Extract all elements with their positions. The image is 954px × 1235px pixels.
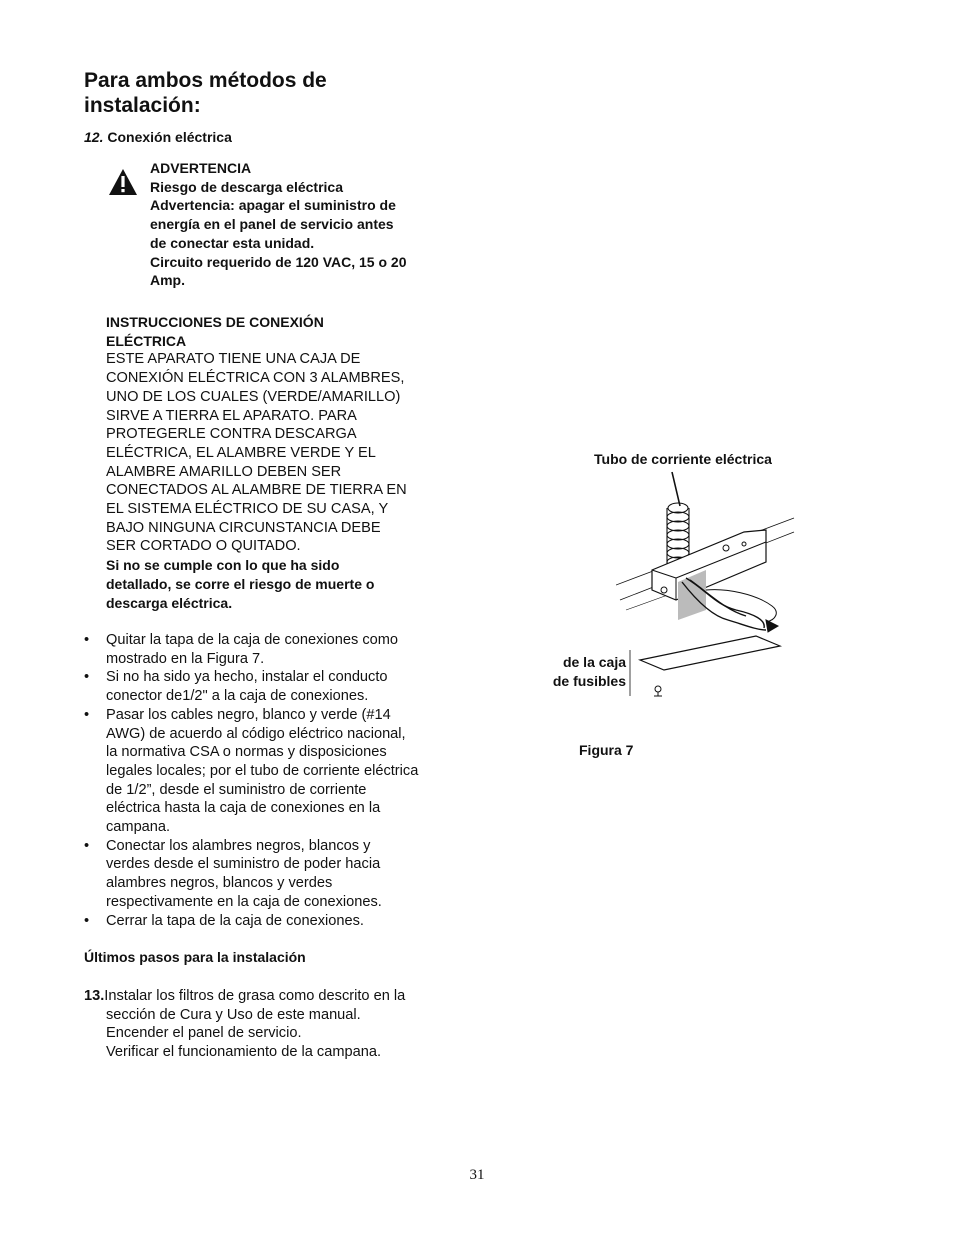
- warning-heading: ADVERTENCIA: [150, 160, 252, 176]
- warning-line: Circuito requerido de 120 VAC, 15 o 20: [150, 253, 407, 270]
- instructions-line: ALAMBRE AMARILLO DEBEN SER: [106, 463, 342, 480]
- list-item-line: • Quitar la tapa de la caja de conexiones como: [106, 632, 399, 648]
- figure-label-fuse-box: [530, 653, 626, 691]
- list-item: [84, 668, 444, 705]
- list-item-line: respectivamente en la caja de conexiones.: [106, 893, 382, 910]
- list-item-line: alambres negros, blancos y verdes: [106, 875, 333, 892]
- list-item-line: eléctrica hasta la caja de conexiones en la: [106, 800, 381, 817]
- electrical-instructions: [106, 313, 446, 612]
- junction-box-illustration: [616, 470, 796, 700]
- list-item-line: conector de1/2" a la caja de conexiones.: [106, 688, 369, 705]
- step-12-heading: [84, 129, 232, 145]
- step-13-number: 13.: [84, 988, 105, 1004]
- list-item-line: verdes desde el suministro de poder hacia: [106, 856, 381, 873]
- warning-line: Riesgo de descarga eléctrica: [150, 178, 343, 195]
- list-item-line: mostrado en la Figura 7.: [106, 650, 265, 667]
- instructions-line: BAJO NINGUNA CIRCUNSTANCIA DEBE: [106, 519, 381, 536]
- instructions-warning: detallado, se corre el riesgo de muerte o: [106, 575, 375, 592]
- list-item: [84, 912, 444, 931]
- instructions-heading: INSTRUCCIONES DE CONEXIÓN: [106, 314, 324, 330]
- warning-line: Amp.: [150, 272, 185, 289]
- list-item-line: de 1/2”, desde el suministro de corriente: [106, 781, 367, 798]
- warning-line: de conectar esta unidad.: [150, 234, 315, 251]
- step-13-line: sección de Cura y Uso de este manual.: [106, 1006, 361, 1023]
- instructions-line: CONECTADOS AL ALAMBRE DE TIERRA EN: [106, 482, 407, 499]
- instructions-line: ELÉCTRICA, EL ALAMBRE VERDE Y EL: [106, 444, 376, 461]
- figure-label-conduit: Tubo de corriente eléctrica: [594, 451, 772, 467]
- warning-triangle-icon: [108, 168, 138, 196]
- step-12-label: Conexión eléctrica: [107, 129, 232, 145]
- list-item-line: • Conectar los alambres negros, blancos y: [106, 837, 371, 854]
- step-13-text: Instalar los filtros de grasa como descrito en la: [104, 988, 406, 1004]
- connection-steps-list: [84, 631, 444, 930]
- instructions-line: PROTEGERLE CONTRA DESCARGA: [106, 426, 357, 443]
- step-13: [84, 987, 444, 1062]
- warning-line: Advertencia: apagar el suministro de: [150, 197, 396, 214]
- final-steps-heading: Últimos pasos para la instalación: [84, 949, 306, 965]
- list-item: [84, 837, 444, 912]
- instructions-line: SER CORTADO O QUITADO.: [106, 538, 301, 555]
- warning-block: [150, 159, 450, 290]
- list-item-line: • Si no ha sido ya hecho, instalar el conducto: [106, 669, 388, 686]
- list-item-line: legales locales; por el tubo de corriente eléctrica: [106, 762, 419, 779]
- step-13-line: [84, 987, 444, 1006]
- list-item-line: la normativa CSA o normas y disposiciones: [106, 744, 387, 761]
- list-item-line: campana.: [106, 819, 171, 836]
- list-item: [84, 706, 444, 837]
- list-item-line: AWG) de acuerdo al código eléctrico nacional,: [106, 725, 406, 742]
- step-13-line: Encender el panel de servicio.: [106, 1025, 302, 1042]
- page-number: 31: [469, 1167, 485, 1183]
- figure-caption: Figura 7: [579, 742, 634, 758]
- list-item-line: • Pasar los cables negro, blanco y verde (#14: [106, 706, 391, 723]
- instructions-line: EL SISTEMA ELÉCTRICO DE SU CASA, Y: [106, 501, 389, 518]
- instructions-line: SIRVE A TIERRA EL APARATO. PARA: [106, 407, 357, 424]
- instructions-warning: descarga eléctrica.: [106, 594, 233, 611]
- warning-line: energía en el panel de servicio antes: [150, 216, 394, 233]
- list-item: [84, 631, 444, 668]
- figure-label-line: de la caja: [562, 654, 626, 670]
- page-title: Para ambos métodos de instalación:: [84, 69, 327, 117]
- step-12-number: 12.: [84, 129, 104, 145]
- instructions-warning: Si no se cumple con lo que ha sido: [106, 557, 340, 574]
- instructions-line: ESTE APARATO TIENE UNA CAJA DE: [106, 351, 361, 368]
- instructions-line: CONEXIÓN ELÉCTRICA CON 3 ALAMBRES,: [106, 370, 405, 387]
- instructions-heading: ELÉCTRICA: [106, 332, 187, 349]
- instructions-line: UNO DE LOS CUALES (VERDE/AMARILLO): [106, 388, 401, 405]
- step-13-line: Verificar el funcionamiento de la campana.: [106, 1044, 382, 1061]
- list-item-line: • Cerrar la tapa de la caja de conexiones.: [106, 912, 364, 929]
- figure-label-line: de fusibles: [552, 673, 626, 689]
